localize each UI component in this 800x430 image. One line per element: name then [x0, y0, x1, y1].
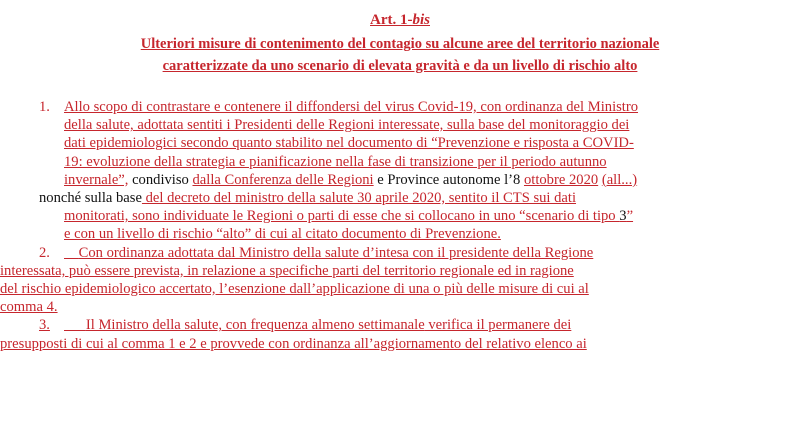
- article-subtitle-2: caratterizzate da uno scenario di elevata gravità e da un livello di rischio alto: [162, 58, 638, 74]
- para1-line-7: monitorati, sono individuate le Regioni o parti di esse che si collocano in uno “scenario di tipo 3”: [64, 208, 634, 225]
- paragraph-3: [0, 316, 759, 352]
- article-suffix: bis: [412, 12, 430, 28]
- para1-line-5: invernale”, condiviso dalla Conferenza delle Regioni e Province autonome l’8 ottobre 2020 (all...): [64, 171, 638, 188]
- article-heading: [0, 12, 800, 29]
- article-body: [0, 98, 759, 353]
- para1-line-6: nonché sulla base del decreto del ministro della salute 30 aprile 2020, sentito il CTS sui dati: [39, 190, 577, 207]
- para1-line-2: della salute, adottata sentiti i Presidenti delle Regioni interessate, sulla base del monitoraggio dei: [64, 117, 630, 134]
- para2-line-3: del rischio epidemiologico accertato, l’esenzione dall’applicazione di una o più delle misure di cui al: [0, 281, 589, 298]
- para3-line-1: 3. Il Ministro della salute, con frequenza almeno settimanale verifica il permanere dei: [39, 317, 572, 334]
- article-label: Art. 1-: [370, 12, 413, 28]
- paragraph-1: [39, 98, 759, 244]
- para3-number: 3.: [39, 317, 50, 334]
- para1-line-1: 1. Allo scopo di contrastare e contenere il diffondersi del virus Covid-19, con ordinanza del Ministro: [39, 99, 639, 115]
- paragraph-2: [0, 244, 759, 317]
- para2-line-2: interessata, può essere prevista, in relazione a specifiche parti del territorio regionale ed in ragione: [0, 262, 574, 279]
- para3-line-2: presupposti di cui al comma 1 e 2 e provvede con ordinanza all’aggiornamento del relativo elenco ai: [0, 335, 587, 352]
- para2-number: 2.: [39, 244, 50, 261]
- para1-line-3: dati epidemiologici secondo quanto stabilito nel documento di “Prevenzione e risposta a COVID-: [64, 135, 634, 152]
- para1-line-4: 19: evoluzione della strategia e pianificazione nella fase di transizione per il periodo autunno: [64, 153, 607, 170]
- para1-number: 1.: [39, 99, 50, 115]
- para2-line-4: comma 4.: [0, 299, 58, 316]
- para1-line-8: e con un livello di rischio “alto” di cui al citato documento di Prevenzione.: [64, 226, 501, 243]
- para2-line-1: 2. Con ordinanza adottata dal Ministro della salute d’intesa con il presidente della Regione: [39, 244, 594, 261]
- article-subtitle-1: Ulteriori misure di contenimento del contagio su alcune aree del territorio nazionale: [140, 36, 660, 52]
